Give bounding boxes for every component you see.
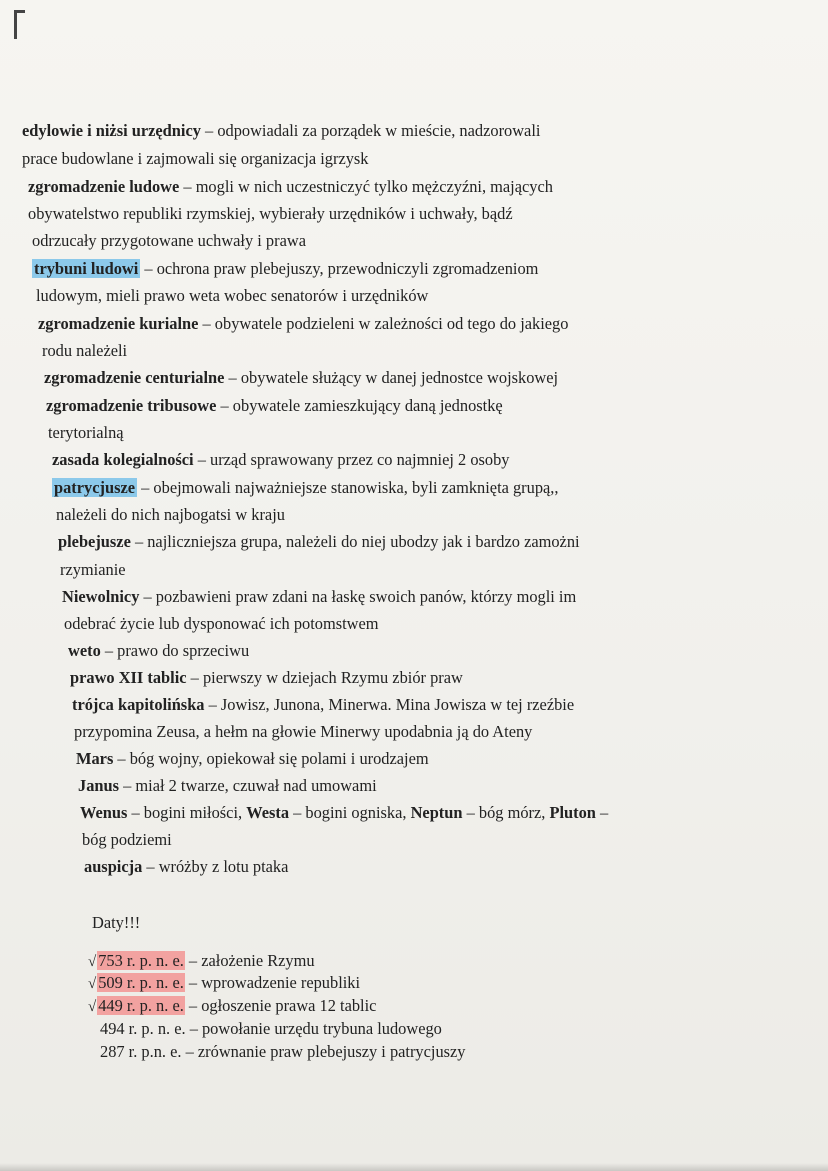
- check-mark-icon: √: [88, 999, 97, 1015]
- definition: – bóg wojny, opiekował się polami i urodzajem: [113, 749, 429, 768]
- date: 287 r. p.n. e.: [100, 1042, 182, 1061]
- entry-patrycjusze: [52, 478, 559, 498]
- term: Pluton: [549, 803, 596, 822]
- entry-zgromadzenie-kurialne: [38, 314, 568, 334]
- entry-continuation: [22, 149, 369, 169]
- date-description: – założenie Rzymu: [184, 951, 315, 970]
- date-description: – powołanie urzędu trybuna ludowego: [185, 1019, 442, 1038]
- definition: – mogli w nich uczestniczyć tylko mężczyźni, mających: [179, 177, 553, 196]
- definition: – najliczniejsza grupa, należeli do niej ubodzy jak i bardzo zamożni: [130, 532, 580, 551]
- term: edylowie i niżsi urzędnicy: [22, 121, 201, 140]
- entry-zgromadzenie-centurialne: [44, 368, 558, 388]
- definition: – obejmowali najważniejsze stanowiska, byli zamknięta grupą,,: [137, 478, 559, 497]
- term: zgromadzenie ludowe: [28, 177, 180, 196]
- entry-trybuni-ludowi: [32, 259, 538, 279]
- entry-auspicja: [84, 857, 288, 877]
- entry-mars: [76, 749, 429, 769]
- term: zgromadzenie tribusowe: [46, 396, 217, 415]
- definition: bóg podziemi: [82, 830, 172, 849]
- definition: przypomina Zeusa, a hełm na głowie Minerwy upodabnia ją do Ateny: [74, 722, 533, 741]
- entry-janus: [78, 776, 377, 796]
- check-mark-icon: √: [88, 976, 97, 992]
- definition: – prawo do sprzeciwu: [100, 641, 250, 660]
- term: Mars: [76, 749, 114, 768]
- date-description: – ogłoszenie prawa 12 tablic: [184, 996, 377, 1015]
- definition: rzymianie: [60, 560, 126, 579]
- definition: terytorialną: [48, 423, 124, 442]
- entry-continuation: [74, 722, 532, 742]
- definition: – bogini miłości,: [127, 803, 247, 822]
- date-description: – zrównanie praw plebejuszy i patrycjuszy: [181, 1042, 466, 1061]
- date-row: [88, 996, 376, 1017]
- definition: obywatelstwo republiki rzymskiej, wybierały urzędników i uchwały, bądź: [28, 204, 513, 223]
- term: Westa: [246, 803, 290, 822]
- term: Wenus: [80, 803, 128, 822]
- dates-heading: Daty!!!: [92, 913, 141, 932]
- definition: – obywatele służący w danej jednostce wojskowej: [224, 368, 559, 387]
- date-row: [100, 1019, 442, 1039]
- definition: – pozbawieni praw zdani na łaskę swoich panów, którzy mogli im: [139, 587, 577, 606]
- definition: – pierwszy w dziejach Rzymu zbiór praw: [186, 668, 463, 687]
- term: zgromadzenie centurialne: [44, 368, 225, 387]
- entry-edylowie: [22, 121, 540, 141]
- definition: – ochrona praw plebejuszy, przewodniczyli zgromadzeniom: [140, 259, 539, 278]
- entry-trojca-kapitolinska: [72, 695, 574, 715]
- entry-gods: [80, 803, 608, 823]
- date-description: – wprowadzenie republiki: [184, 973, 361, 992]
- definition: – bogini ogniska,: [289, 803, 411, 822]
- term-highlighted: trybuni ludowi: [34, 259, 139, 278]
- entry-continuation: [82, 830, 172, 850]
- definition: odebrać życie lub dysponować ich potomstwem: [64, 614, 379, 633]
- entry-prawo-xii-tablic: [70, 668, 463, 688]
- definition: prace budowlane i zajmowali się organizacja igrzysk: [22, 149, 369, 168]
- definition: odrzucały przygotowane uchwały i prawa: [32, 231, 306, 250]
- entry-continuation: [42, 341, 127, 361]
- term: weto: [68, 641, 101, 660]
- term: zasada kolegialności: [52, 450, 194, 469]
- definition: – wróżby z lotu ptaka: [142, 857, 289, 876]
- term: Neptun: [410, 803, 463, 822]
- term: Janus: [78, 776, 120, 795]
- check-mark-icon: √: [88, 954, 97, 970]
- entry-zgromadzenie-tribusowe: [46, 396, 503, 416]
- entry-niewolnicy: [62, 587, 576, 607]
- term-highlighted: patrycjusze: [54, 478, 136, 497]
- date-highlighted: 449 r. p. n. e.: [98, 996, 184, 1015]
- definition: – obywatele podzieleni w zależności od tego do jakiego: [198, 314, 569, 333]
- entry-zasada-kolegialnosci: [52, 450, 509, 470]
- entry-continuation: [36, 286, 428, 306]
- term: auspicja: [84, 857, 143, 876]
- entry-continuation: [32, 231, 306, 251]
- date-row: [100, 1042, 466, 1062]
- definition: należeli do nich najbogatsi w kraju: [56, 505, 285, 524]
- date-row: [88, 951, 315, 972]
- definition: – odpowiadali za porządek w mieście, nadzorowali: [200, 121, 541, 140]
- page-edge-shadow: [0, 1163, 828, 1171]
- entry-continuation: [28, 204, 513, 224]
- definition: – obywatele zamieszkujący daną jednostkę: [216, 396, 503, 415]
- term: trójca kapitolińska: [72, 695, 205, 714]
- date-row: [88, 973, 360, 994]
- term: zgromadzenie kurialne: [38, 314, 199, 333]
- entry-plebejusze: [58, 532, 580, 552]
- term: prawo XII tablic: [70, 668, 187, 687]
- definition: – urząd sprawowany przez co najmniej 2 osoby: [193, 450, 510, 469]
- corner-mark: [14, 10, 25, 39]
- entry-continuation: [56, 505, 285, 525]
- entry-continuation: [64, 614, 379, 634]
- date-highlighted: 753 r. p. n. e.: [98, 951, 184, 970]
- definition: rodu należeli: [42, 341, 128, 360]
- entry-continuation: [60, 560, 126, 580]
- definition: – bóg mórz,: [462, 803, 550, 822]
- entry-zgromadzenie-ludowe: [28, 177, 553, 197]
- entry-weto: [68, 641, 249, 661]
- term: plebejusze: [58, 532, 131, 551]
- definition: –: [595, 803, 609, 822]
- date: 494 r. p. n. e.: [100, 1019, 186, 1038]
- date-highlighted: 509 r. p. n. e.: [98, 973, 184, 992]
- entry-continuation: [48, 423, 124, 443]
- definition: – miał 2 twarze, czuwał nad umowami: [119, 776, 377, 795]
- term: Niewolnicy: [62, 587, 140, 606]
- definition: – Jowisz, Junona, Minerwa. Mina Jowisza w tej rzeźbie: [204, 695, 575, 714]
- definition: ludowym, mieli prawo weta wobec senatorów i urzędników: [36, 286, 429, 305]
